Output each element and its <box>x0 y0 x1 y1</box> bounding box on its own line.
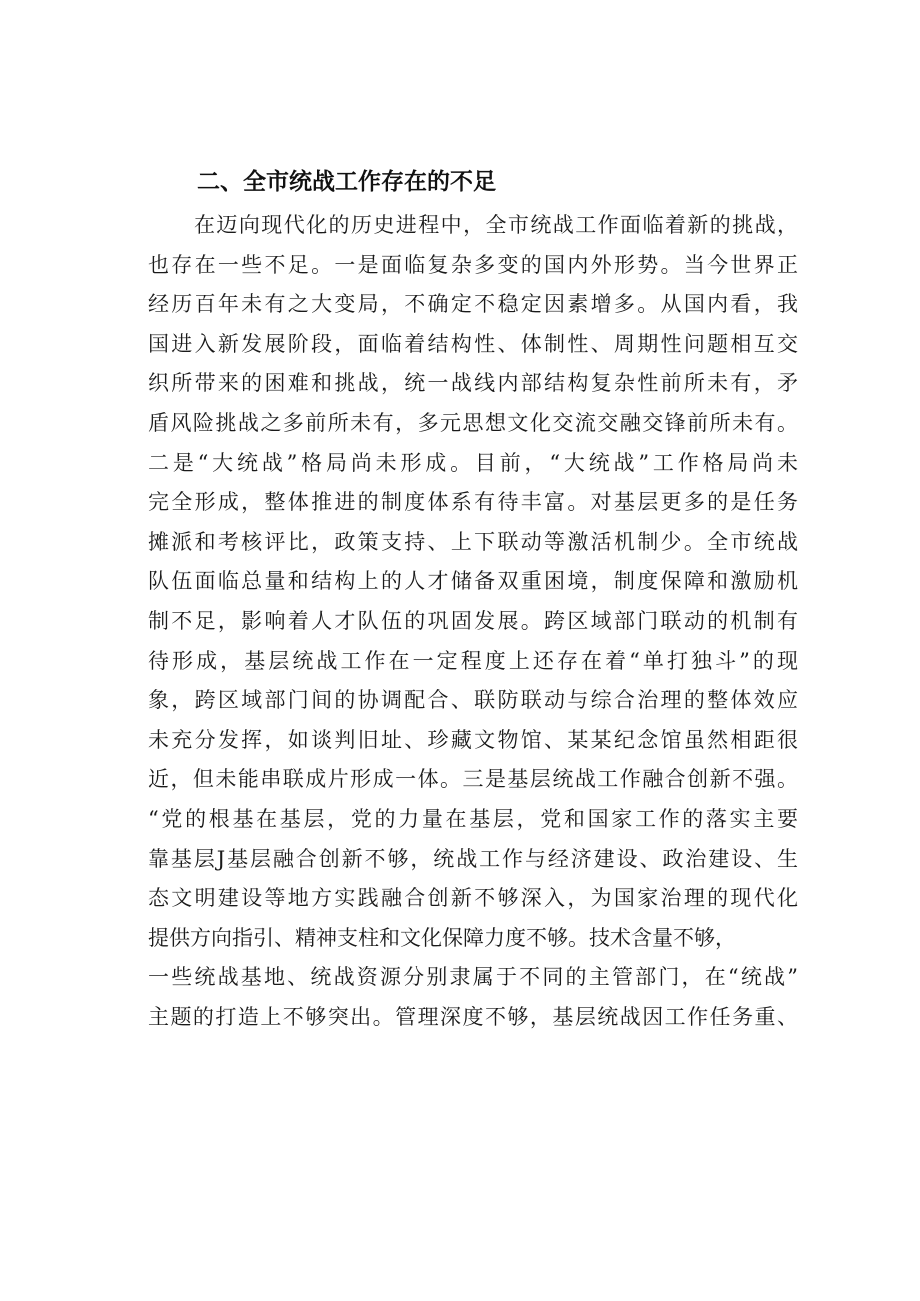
text-line: 织所带来的困难和挑战，统一战线内部结构复杂性前所未有，矛 <box>148 371 798 396</box>
text-line: 完全形成，整体推进的制度体系有待丰富。对基层更多的是任务 <box>148 490 798 515</box>
text-line: 态文明建设等地方实践融合创新不够深入，为国家治理的现代化 <box>148 886 798 911</box>
text-line: 二是“大统战”格局尚未形成。目前，“大统战”工作格局尚未 <box>148 450 798 475</box>
text-line: 摊派和考核评比，政策支持、上下联动等激活机制少。全市统战 <box>148 529 798 554</box>
text-line: 待形成，基层统战工作在一定程度上还存在着“单打独斗”的现 <box>148 648 798 673</box>
text-line: 在迈向现代化的历史进程中，全市统战工作面临着新的挑战， <box>194 213 798 237</box>
body-paragraph <box>148 206 798 1037</box>
text-line: 象，跨区域部门间的协调配合、联防联动与综合治理的整体效应 <box>148 688 798 713</box>
text-line: 未充分发挥，如谈判旧址、珍藏文物馆、某某纪念馆虽然相距很 <box>148 727 798 752</box>
section-heading: 二、全市统战工作存在的不足 <box>197 169 496 195</box>
text-line: 经历百年未有之大变局，不确定不稳定因素增多。从国内看，我 <box>148 292 798 317</box>
text-line: 一些统战基地、统战资源分别隶属于不同的主管部门，在“统战” <box>148 965 798 990</box>
text-line: 主题的打造上不够突出。管理深度不够，基层统战因工作任务重、 <box>148 1004 798 1029</box>
text-line: 也存在一些不足。一是面临复杂多变的国内外形势。当今世界正 <box>148 252 798 277</box>
text-line: 近，但未能串联成片形成一体。三是基层统战工作融合创新不强。 <box>148 767 798 792</box>
text-line: “党的根基在基层，党的力量在基层，党和国家工作的落实主要 <box>148 806 798 831</box>
text-line: 国进入新发展阶段，面临着结构性、体制性、周期性问题相互交 <box>148 331 798 356</box>
text-line: 制不足，影响着人才队伍的巩固发展。跨区域部门联动的机制有 <box>148 608 798 633</box>
text-line: 盾风险挑战之多前所未有，多元思想文化交流交融交锋前所未有。 <box>148 410 798 435</box>
text-line: 提供方向指引、精神支柱和文化保障力度不够。技术含量不够， <box>148 925 736 950</box>
text-line: 靠基层J基层融合创新不够，统战工作与经济建设、政治建设、生 <box>148 846 798 871</box>
text-line: 队伍面临总量和结构上的人才储备双重困境，制度保障和激励机 <box>148 569 798 594</box>
